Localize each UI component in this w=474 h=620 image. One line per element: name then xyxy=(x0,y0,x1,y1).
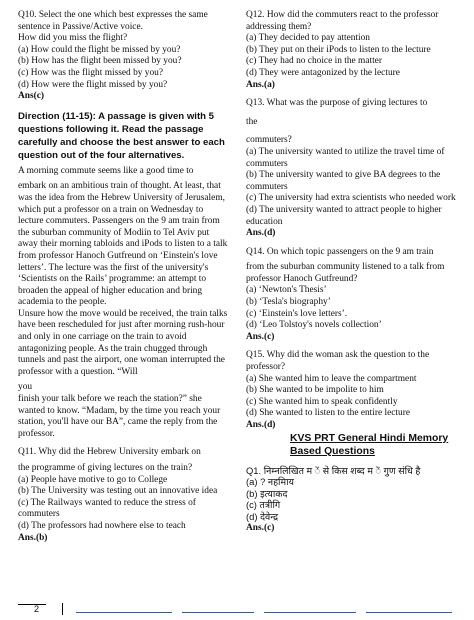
direction-text: Direction (11-15): A passage is given with 5 questions following it. Read the passage carefully and choose the best answer to each question out of the four alternatives. xyxy=(18,110,225,161)
q14-option-c: (c) ‘Einstein's love letters’. xyxy=(246,308,348,319)
q15-option-a: (a) She wanted him to leave the compartment xyxy=(246,373,417,384)
q10-option-c: (c) How was the flight missed by you? xyxy=(18,67,164,78)
q12-option-d: (d) They were antagonized by the lecture xyxy=(246,67,400,78)
q15-answer: Ans.(d) xyxy=(246,420,276,430)
q14-option-d: (d) ‘Leo Tolstoy's novels collection’ xyxy=(246,320,382,331)
q10-option-b: (b) How has the flight been missed by you? xyxy=(18,56,182,67)
q10-option-d: (d) How were the flight missed by you? xyxy=(18,79,168,90)
q15-option-d: (d) She wanted to listen to the entire lecture xyxy=(246,408,411,419)
q12-option-c: (c) They had no choice in the matter xyxy=(246,56,382,67)
right-column xyxy=(246,10,460,534)
q13-option-a: (a) The university wanted to utilize the travel time of commuters xyxy=(246,146,445,169)
q11-option-d: (d) The professors had nowhere else to teach xyxy=(18,520,186,531)
q11-question-a: Q11. Why did the Hebrew University embark on xyxy=(18,447,201,458)
q10-answer: Ans(c) xyxy=(18,91,45,102)
q13-question-b: the xyxy=(246,116,258,127)
memory-heading-line-2: Based Questions xyxy=(290,445,375,457)
q15-question-b: professor? xyxy=(246,362,286,373)
q14-answer: Ans.(c) xyxy=(246,331,275,342)
footer-divider xyxy=(62,603,63,615)
q10-question: Q10. Select the one which best expresses the same sentence in Passive/Active voice. xyxy=(18,10,208,32)
q13-answer: Ans.(d) xyxy=(246,228,276,239)
hq1-option-b: (b) इत्याकद xyxy=(246,487,288,499)
footer-blank-1 xyxy=(76,612,172,613)
q11-option-a: (a) People have motive to go to College xyxy=(18,474,168,485)
hq1-option-a: (a) ? नहमिाय xyxy=(246,476,294,488)
q12-option-b: (b) They put on their iPods to listen to the lecture xyxy=(246,44,431,55)
q14-question-b: from the suburban community listened to a talk from professor Hanoch Gutfreund? xyxy=(246,262,445,284)
q14-option-b: (b) ‘Tesla's biography’ xyxy=(246,297,331,308)
q13-option-b: (b) The university wanted to give BA degrees to the commuters xyxy=(246,170,441,192)
q14-question-a: Q14. On which topic passengers on the 9 am train xyxy=(246,246,434,257)
footer-blank-2 xyxy=(182,612,254,613)
hq1-option-c: (c) तत्रीगि xyxy=(246,499,281,511)
q12-answer: Ans.(a) xyxy=(246,79,275,90)
footer-blank-4 xyxy=(366,612,452,613)
passage-para-2: Unsure how the move would be received, the train talks have been rescheduled for just after morning rush-hour and only in one carriage on the train to avoid antagonizing people. As the train chugged through tunnels and past the airport, one woman interrupted the professor with a question. “Will xyxy=(18,308,228,377)
hq1-option-d: (d) देवेन्द्र xyxy=(246,510,279,522)
memory-heading-line-1: KVS PRT General Hindi Memory xyxy=(290,432,449,444)
hq1-answer: Ans.(c) xyxy=(246,522,275,533)
q15-option-b: (b) She wanted to be impolite to him xyxy=(246,385,384,396)
left-column xyxy=(18,10,230,544)
q13-question-c: commuters? xyxy=(246,135,292,146)
memory-heading xyxy=(246,432,460,458)
q13-question-a: Q13. What was the purpose of giving lectures to xyxy=(246,98,428,109)
page-number: 2 xyxy=(34,604,40,614)
q11-option-b: (b) The University was testing out an innovative idea xyxy=(18,486,218,497)
q10-option-a: (a) How could the flight be missed by you? xyxy=(18,44,181,55)
q11-option-c: (c) The Railways wanted to reduce the stress of commuters xyxy=(18,497,196,520)
q12-option-a: (a) They decided to pay attention xyxy=(246,33,370,44)
passage-line-1: A morning commute seems like a good time to xyxy=(18,165,194,176)
q14-option-a: (a) ‘Newton's Thesis’ xyxy=(246,285,327,296)
hq1-question: Q1. निम्नलिखित म ें से किस शब्द म ें गुण संधि है xyxy=(246,464,421,476)
footer-blank-3 xyxy=(264,612,356,613)
footer-rule xyxy=(18,604,46,605)
passage-para-3: finish your talk before we reach the station?” she wanted to know. “Madam, by the time you reach your station, you'll have our BA”, came the reply from the professor. xyxy=(18,394,221,439)
q15-option-c: (c) She wanted him to speak confidently xyxy=(246,396,398,407)
passage-para-1: embark on an ambitious train of thought. At least, that was the idea from the Hebrew University of Jerusalem, which put a professor on a train on Wednesday to lecture commuters. Passengers on the 9 am train from the suburban community of Modiin to Tel Aviv put away their morning tabloids and iPods to listen to a talk from professor Hanoch Gutfreund on ‘Einstein's love letters’. The lecture was the first of the university's ‘Scientists on the Rails’ programme: an attempt to broaden the appeal of higher education and bring academia to the people. xyxy=(18,181,228,308)
q13-option-c: (c) The university had extra scientists who needed work xyxy=(246,193,456,204)
q11-answer: Ans.(b) xyxy=(18,532,48,543)
q11-question-b: the programme of giving lectures on the train? xyxy=(18,463,193,473)
q10-stem: How did you miss the flight? xyxy=(18,33,128,44)
q13-option-d: (d) The university wanted to attract people to higher education xyxy=(246,204,442,227)
q15-question-a: Q15. Why did the woman ask the question to the xyxy=(246,350,430,361)
q12-question: Q12. How did the commuters react to the professor addressing them? xyxy=(246,10,439,32)
passage-fragment: you xyxy=(18,382,33,393)
